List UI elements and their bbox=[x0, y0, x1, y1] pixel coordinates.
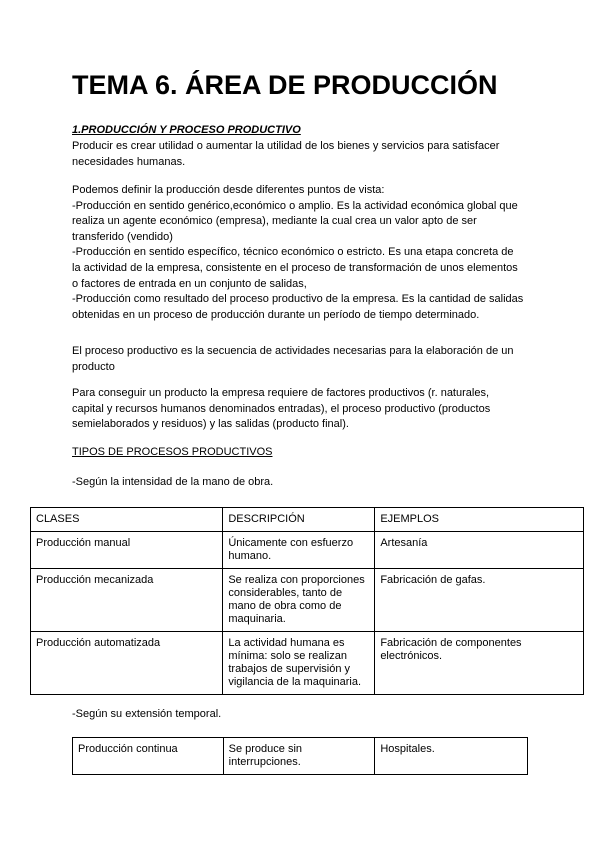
table-row bbox=[73, 738, 528, 775]
text-line: Podemos definir la producción desde diferentes puntos de vista: bbox=[72, 184, 385, 196]
text-line: obtenidas en un proceso de producción durante un período de tiempo determinado. bbox=[72, 308, 480, 321]
text-line: necesidades humanas. bbox=[72, 155, 186, 168]
table-cell-descripcion bbox=[223, 532, 375, 569]
cell-line: electrónicos. bbox=[380, 650, 443, 662]
labor-note: -Según la intensidad de la mano de obra. bbox=[72, 476, 274, 488]
cell-line: mínima: solo se realizan bbox=[228, 650, 347, 662]
cell-line: trabajos de supervisión y bbox=[228, 663, 351, 675]
table-cell-ejemplos bbox=[375, 738, 528, 775]
cell-line: interrupciones. bbox=[228, 756, 301, 768]
intro-paragraph bbox=[72, 139, 532, 170]
temporal-note: -Según su extensión temporal. bbox=[72, 708, 222, 720]
temporal-table bbox=[72, 737, 528, 775]
page-title: TEMA 6. ÁREA DE PRODUCCIÓN bbox=[72, 70, 498, 100]
table-cell-descripcion bbox=[223, 738, 375, 775]
text-line: o factores de entrada en un conjunto de salidas, bbox=[72, 277, 307, 290]
cell-line: Artesanía bbox=[380, 537, 428, 549]
text-line: producto bbox=[72, 360, 115, 373]
table-cell-clase: Producción mecanizada bbox=[31, 569, 223, 632]
table-header-row bbox=[31, 508, 584, 532]
views-paragraph bbox=[72, 183, 532, 323]
table-row bbox=[31, 632, 584, 695]
cell-line: Se realiza con proporciones bbox=[228, 574, 365, 586]
text-line: Para conseguir un producto la empresa requiere de factores productivos (r. naturales, bbox=[72, 387, 490, 399]
text-line: -Producción como resultado del proceso productivo de la empresa. Es la cantidad de salidas bbox=[72, 293, 524, 306]
table-cell-ejemplos bbox=[375, 532, 584, 569]
table-cell-clase: Producción manual bbox=[31, 532, 223, 569]
cell-line: vigilancia de la maquinaria. bbox=[228, 676, 362, 688]
table-header-cell: EJEMPLOS bbox=[375, 508, 584, 532]
factors-paragraph bbox=[72, 386, 532, 433]
text-line: -Producción en sentido específico, técnico económico o estricto. Es una etapa concreta de bbox=[72, 246, 514, 259]
cell-line: Únicamente con esfuerzo bbox=[228, 537, 354, 549]
table-cell-ejemplos bbox=[375, 569, 584, 632]
cell-line: humano. bbox=[228, 550, 272, 562]
section-heading: 1.PRODUCCIÓN Y PROCESO PRODUCTIVO bbox=[72, 124, 301, 136]
types-heading: TIPOS DE PROCESOS PRODUCTIVOS bbox=[72, 446, 273, 458]
table-header-cell: DESCRIPCIÓN bbox=[223, 508, 375, 532]
table-row bbox=[31, 569, 584, 632]
table-cell-descripcion bbox=[223, 569, 375, 632]
text-line: semielaborados y residuos) y las salidas (producto final). bbox=[72, 418, 349, 431]
text-line: transferido (vendido) bbox=[72, 230, 173, 243]
text-line: capital y recursos humanos denominados entradas), el proceso productivo (productos bbox=[72, 402, 491, 415]
text-line: la actividad de la empresa, consistente en el proceso de transformación de unos elementos bbox=[72, 261, 518, 274]
process-paragraph bbox=[72, 344, 532, 375]
text-line: Producir es crear utilidad o aumentar la utilidad de los bienes y servicios para satisfacer bbox=[72, 140, 500, 152]
table-cell-clase: Producción continua bbox=[73, 738, 224, 775]
cell-line: Fabricación de gafas. bbox=[380, 574, 486, 586]
cell-line: Hospitales. bbox=[380, 743, 435, 755]
table-row bbox=[31, 532, 584, 569]
labor-intensity-table bbox=[30, 507, 584, 695]
text-line: El proceso productivo es la secuencia de actividades necesarias para la elaboración de un bbox=[72, 345, 514, 357]
table-cell-clase: Producción automatizada bbox=[31, 632, 223, 695]
cell-line: Se produce sin bbox=[228, 743, 303, 755]
cell-line: maquinaria. bbox=[228, 613, 286, 625]
cell-line: considerables, tanto de bbox=[228, 587, 343, 599]
cell-line: Fabricación de componentes bbox=[380, 637, 522, 649]
text-line: realiza un agente económico (empresa), mediante la cual crea un valor apto de ser bbox=[72, 215, 477, 228]
cell-line: La actividad humana es bbox=[228, 637, 345, 649]
table-cell-descripcion bbox=[223, 632, 375, 695]
cell-line: mano de obra como de bbox=[228, 600, 342, 612]
table-header-cell: CLASES bbox=[31, 508, 223, 532]
text-line: -Producción en sentido genérico,económico o amplio. Es la actividad económica global que bbox=[72, 199, 518, 212]
table-cell-ejemplos bbox=[375, 632, 584, 695]
